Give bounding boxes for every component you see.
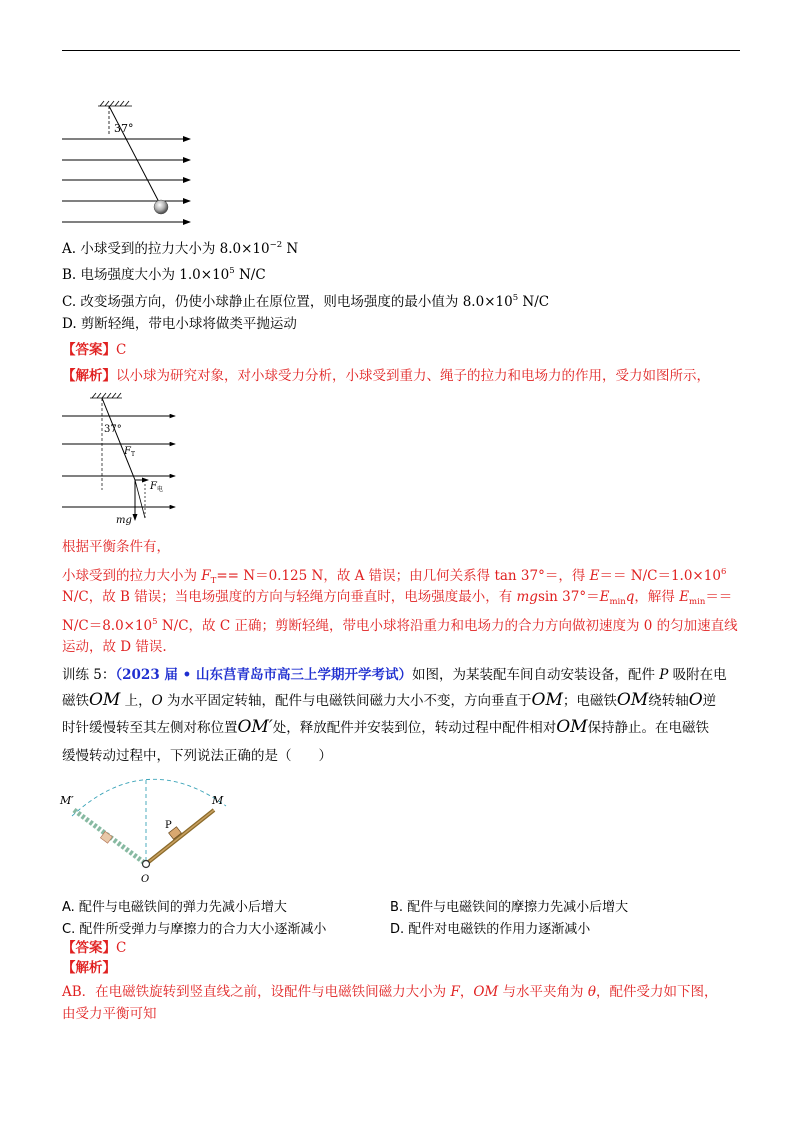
field-lines	[62, 139, 190, 222]
label-o: O	[141, 874, 150, 885]
analysis-1-intro: 【解析】以小球为研究对象，对小球受力分析，小球受到重力、绳子的拉力和电场力的作用，受力如图所示，	[62, 368, 710, 384]
option-2b: B. 配件与电磁铁间的摩擦力先减小后增大	[390, 900, 629, 915]
figure-electromagnet	[58, 776, 238, 886]
option-2d: D. 配件对电磁铁的作用力逐渐减小	[390, 922, 591, 937]
figure-pendulum	[60, 96, 200, 226]
figure-force-diagram	[60, 390, 185, 530]
solution-1-line3: N/C，故 B 错误；当电场强度的方向与轻绳方向垂直时，电场强度最小，有 mgsin $37^\circ=E_{min}q$，解得 $E_{min}==$	[62, 589, 733, 607]
angle-label: 37°	[114, 122, 134, 135]
analysis-2-line2: 由受力平衡可知	[62, 1006, 157, 1022]
solution-1-line5: 运动，故 D 错误.	[62, 639, 167, 655]
charged-ball	[154, 200, 168, 214]
option-1b: B. 电场强度大小为 $1.0\times 10^5$ N/C	[62, 266, 266, 283]
answer-1: 【答案】C	[62, 342, 127, 358]
header-rule	[62, 50, 740, 51]
label-m: M	[212, 794, 224, 807]
analysis-2-label: 【解析】	[62, 960, 116, 976]
solution-1-line2: 小球受到的拉力大小为 $F_T== N=0.125$ N，故 A 错误；由几何关系得 tan 37°＝，得 $E== N/C=1.0\times 10^6$	[62, 567, 727, 586]
angle-label-2: 37°	[104, 424, 122, 435]
pivot-axis	[143, 861, 150, 868]
problem-5-line2: 磁铁OM 上，O 为水平固定转轴，配件与电磁铁间磁力大小不变，方向垂直于OM；电磁铁OM绕转轴O逆	[62, 690, 717, 710]
problem-5-line4: 缓慢转动过程中，下列说法正确的是（ ）	[62, 748, 332, 764]
solution-1-line1: 根据平衡条件有，	[62, 539, 170, 555]
mg-label: mg	[116, 515, 132, 526]
ft-label: $F_T$	[124, 446, 135, 458]
option-2c: C. 配件所受弹力与摩擦力的合力大小逐渐减小	[62, 922, 327, 937]
electromagnet-left	[74, 810, 146, 864]
analysis-2-line1: AB．在电磁铁旋转到竖直线之前，设配件与电磁铁间磁力大小为 F，OM 与水平夹角为 θ，配件受力如下图，	[62, 984, 718, 1000]
solution-1-line4: $N/C=8.0\times 10^5$ N/C，故 C 正确；剪断轻绳，带电小球将沿重力和电场力的合力方向做初速度为 0 的匀加速直线	[62, 617, 738, 634]
option-2a: A. 配件与电磁铁间的弹力先减小后增大	[62, 900, 287, 915]
electromagnet-right	[146, 810, 214, 864]
problem-5-line1: 训练 5：（2023 届 • 山东莒青岛市高三上学期开学考试）如图，为某装配车间自动安装设备，配件 P 吸附在电	[62, 667, 727, 683]
option-1c: C. 改变场强方向，仍使小球静止在原位置，则电场强度的最小值为 $8.0\times 10^5$ N/C	[62, 293, 550, 310]
answer-2: 【答案】C	[62, 940, 127, 956]
ceiling-hatch	[98, 101, 132, 106]
label-p: P	[165, 820, 172, 831]
problem-5-line3: 时针缓慢转至其左侧对称位置OM′处，释放配件并安装到位，转动过程中配件相对OM保持静止。在电磁铁	[62, 717, 710, 737]
option-1d: D. 剪断轻绳，带电小球将做类平抛运动	[62, 316, 297, 332]
string	[109, 106, 160, 204]
option-1a: A. 小球受到的拉力大小为 $8.0\times 10^{-2}$ N	[62, 240, 299, 257]
label-m-prime: M′	[60, 794, 74, 807]
fe-label: $F_电$	[150, 481, 163, 493]
